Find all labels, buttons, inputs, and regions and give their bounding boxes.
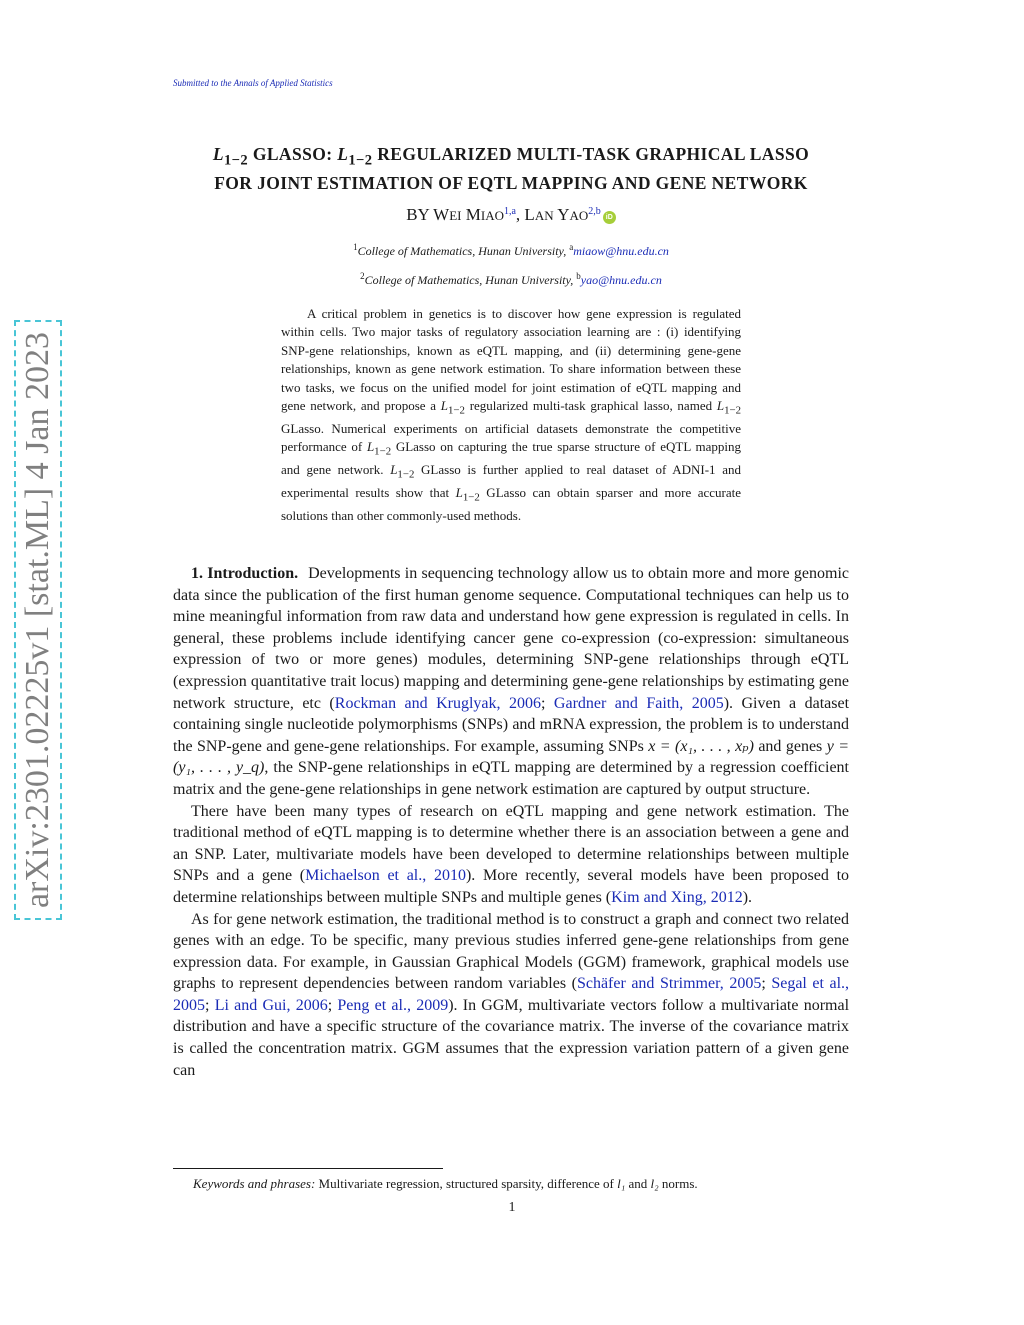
- math-x: x = (x₁, . . . , xₚ): [648, 737, 754, 755]
- orcid-icon[interactable]: iD: [603, 211, 616, 224]
- author-1: WEI MIAO$^{1,a}$: [433, 205, 516, 224]
- by-label: BY: [406, 205, 430, 224]
- citation-link[interactable]: Kim and Xing, 2012: [611, 888, 743, 906]
- math-y: y = (y₁, . . . , y_q): [173, 737, 850, 777]
- citation-link[interactable]: Li and Gui, 2006: [214, 996, 328, 1014]
- title-subscript: 1−2: [223, 152, 249, 169]
- title-line-2: FOR JOINT ESTIMATION OF EQTL MAPPING AND GENE NETWORK: [214, 172, 808, 193]
- citation-link[interactable]: Rockman and Kruglyak, 2006: [334, 694, 541, 712]
- introduction-section: [173, 563, 849, 1081]
- footnote-divider: [173, 1168, 443, 1169]
- author-1-affiliation-marker[interactable]: 1,a: [503, 206, 516, 217]
- intro-paragraph-1: 1. Introduction. Developments in sequencing technology allow us to obtain more and more genomic data since the publication of the first human genome sequence. Computational techniques can help us to mine meaningful information from raw data and understand how gene expression is regulated in cells. In general, these problems include identifying cancer gene co-expression (co-expression: simultaneous expression of two or more genes) modules, determining SNP-gene relationships through eQTL (expression quantitative trait locus) mapping and determining gene-gene relationships by estimating gene network structure, etc (Rockman and Kruglyak, 2006; Gardner and Faith, 2005). Given a dataset containing single nucleotide polymorphisms (SNPs) and mRNA expression, the problem is to understand the SNP-gene and gene-gene relationships. For example, assuming SNPs x = (x₁, . . . , xₚ) and genes y = (y₁, . . . , y_q), the SNP-gene relationships in eQTL mapping are determined by a regression coefficient matrix and the gene-gene relationships in gene network estimation are captured by output structure.: [173, 565, 850, 798]
- citation-link[interactable]: Schäfer and Strimmer, 2005: [576, 975, 762, 993]
- intro-paragraph-2: There have been many types of research on eQTL mapping and gene network estimation. The traditional method of eQTL mapping is to determine whether there is an association between a gene and an SNP. Later, multivariate models have been developed to determine relationships between multiple SNPs and a gene (Michaelson et al., 2010). More recently, several models have been proposed to determine relationships between multiple SNPs and multiple genes (Kim and Xing, 2012).: [173, 802, 850, 906]
- author-2: LAN YAO$^{2,b}$: [524, 205, 601, 224]
- keywords-label: Keywords and phrases:: [193, 1176, 316, 1191]
- page-number: 1: [508, 1200, 516, 1215]
- citation-link[interactable]: Peng et al., 2009: [337, 996, 449, 1014]
- email-link-1[interactable]: miaow@hnu.edu.cn: [573, 244, 669, 258]
- citation-link[interactable]: Gardner and Faith, 2005: [553, 694, 724, 712]
- author-2-affiliation-marker[interactable]: 2,b: [588, 206, 601, 217]
- author-line: BY WEI MIAO$^{1,a}$, LAN YAO$^{2,b}$iD: [173, 205, 849, 225]
- section-heading: 1. Introduction.: [191, 565, 299, 582]
- title-symbol-2: L: [337, 144, 349, 164]
- affiliation-2: $^2$College of Mathematics, Hunan University, $^b$yao@hnu.edu.cn: [360, 271, 662, 287]
- title-part-2: REGULARIZED MULTI-TASK GRAPHICAL LASSO: [372, 144, 810, 164]
- title-symbol: L: [212, 144, 224, 164]
- abstract: A critical problem in genetics is to discover how gene expression is regulated within cells. Two major tasks of regulatory association learning are : (i) identifying SNP-gene relationships, known as eQTL mapping, and (ii) determining gene-gene relationships, known as gene network estimation. To share information between these two tasks, we focus on the unified model for joint estimation of eQTL mapping and gene network, and propose a $L_{1-2}$ regularized multi-task graphical lasso, named $L_{1-2}$ GLasso. Numerical experiments on artificial datasets demonstrate the competitive performance of $L_{1-2}$ GLasso on capturing the true sparse structure of eQTL mapping and gene network. $L_{1-2}$ GLasso is further applied to real dataset of ADNI-1 and experimental results show that $L_{1-2}$ GLasso can obtain sparser and more accurate solutions than other commonly-used methods.: [281, 306, 741, 524]
- keywords-footnote: Keywords and phrases: Multivariate regression, structured sparsity, difference of l₁ and l₂ norms.: [193, 1176, 698, 1191]
- citation-link[interactable]: Michaelson et al., 2010: [305, 867, 466, 885]
- affiliation-1: $^1$College of Mathematics, Hunan University, $^a$miaow@hnu.edu.cn: [353, 242, 669, 258]
- paper-title: [173, 143, 849, 194]
- citation-link[interactable]: Segal et al., 2005: [173, 975, 850, 1014]
- journal-note[interactable]: Submitted to the Annals of Applied Statistics: [173, 78, 333, 88]
- intro-paragraph-3: As for gene network estimation, the traditional method is to construct a graph and connect two related genes with an edge. To be specific, many previous studies inferred gene-gene relationships from gene expression data. For example, in Gaussian Graphical Models (GGM) framework, graphical models use graphs to represent dependencies between random variables (Schäfer and Strimmer, 2005; Segal et al., 2005; Li and Gui, 2006; Peng et al., 2009). In GGM, multivariate vectors follow a multivariate normal distribution and have a specific structure of the covariance matrix. The inverse of the covariance matrix is called the concentration matrix. GGM assumes that the expression variation pattern of a given gene can: [173, 910, 850, 1079]
- title-part-1: GLASSO:: [248, 144, 338, 164]
- arxiv-identifier-stamp: arXiv:2301.02225v1 [stat.ML] 4 Jan 2023: [14, 320, 62, 920]
- title-subscript-2: 1−2: [348, 152, 373, 169]
- title-line-1: [173, 143, 849, 172]
- email-link-2[interactable]: yao@hnu.edu.cn: [580, 273, 662, 287]
